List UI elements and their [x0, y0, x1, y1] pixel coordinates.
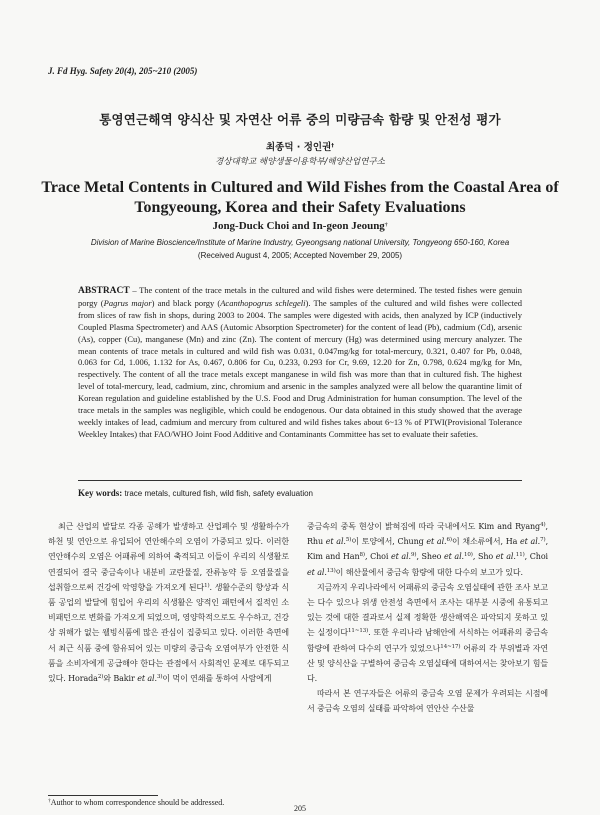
author-dagger: † — [384, 222, 388, 228]
species-name: Pagrus major — [103, 297, 152, 308]
body-paragraph: 따라서 본 연구자들은 어류의 중금속 오염 문제가 우려되는 시점에서 중금속 오염의 실태를 파악하여 연안산 수산물 — [307, 689, 548, 714]
keywords-label: Key words: — [78, 488, 123, 498]
citation-ref: 6) — [446, 537, 452, 544]
citation-ref: 11) — [515, 552, 525, 559]
citation-ref: 1) — [204, 582, 210, 589]
footnote-dagger: † — [48, 798, 51, 804]
abstract-text: ). The samples of the cultured and wild fishes were collected from slices of raw fish in shops, during 2003 to 2004. The samples were digested with acids, then analyzed by ICP (inductively Coupled Plasma Spectrometer) and AAS (Automic Absorption Spectrometer) for the content of lead (Pb), cadmium (Cd), arsenic (As), copper (Cu), manganese (Mn) and zinc (Zn). The content of mercury (Hg) was determined using mercury analyzer. The mean contents of trace metals in cultured and wild fish was 0.031, 0.047mg/kg for total-mercury, 0.321, 0.407 for Pb, 0.048, 0.063 for Cd, 1.006, 1.132 for As, 0.467, 0.806 for Cu, 0.233, 0.293 for Cr, 9.69, 12.20 for Zn, 0.798, 0.624 mg/kg for Mn, respectively. The content of all the trace metals except manganese in wild fish was more than that in cultured fish. The highest level of total-mercury, lead, cadmium, zinc, chromium and arsenic in the samples analyzed were all below the quarantine limit of Korean regulation and guideline established by the U.S. Food and Drug Administration for human consumption. The level of the trace metals in the samples was negligible, which could be endogenous. Our data obtained in this study showed that the average weekly intakes of lead, cadmium and mercury from cultured and wild fishes takes about 6~13 % of PTWI(Provisional Tolerance Weekley Intakes) that FAO/WHO Joint Food Additive and Contaminants Committee has set to evaluate their safeties. — [78, 297, 523, 439]
body-paragraph: 최근 산업의 발달로 각종 공해가 발생하고 산업폐수 및 생활하수가 하천 및 연안으로 유입되어 연안해수의 오염이 가중되고 있다. 이러한 연안해수의 오염은 어패류에 의하여 축적되고 이들이 우리의 식생활로 연결되어 결국 중금속이나 내분비 교란물질, 잔류농약 등 오염물질을 섭취함으로써 건강에 악영향을 가져오게 된다$^{1)}$. 생활수준의 향상과 식품 공업의 발달에 힘입어 우리의 식생활은 양적인 패턴에서 질적인 소비패턴으로 변화를 가져오게 되었으며, 영양학적으로도 우수하고, 건강상 위해가 없는 웰빙식품에 많은 관심이 집중되고 있다. 이러한 측면에서 최근 식품 중에 함유되어 있는 미량의 중금속 오염여부가 안전한 식품을 소비자에게 공급해야 한다는 관점에서 사회적인 문제로 대두되고 있다. Horada$^{2)}$와 Bakir et al.$^{3)}$이 먹이 연쇄를 통하여 사람에게 — [48, 522, 289, 684]
abstract-heading: ABSTRACT — [78, 286, 130, 296]
abstract-text: – The content of the trace metals in the cultured and wild fishes were determined. The tested fishes were genuin porgy ( — [78, 285, 522, 308]
species-name: Acanthopogrus schlegeli — [220, 297, 306, 308]
page-number: 205 — [294, 804, 306, 813]
body-column-left — [48, 519, 289, 686]
citation-ref: 8) — [359, 552, 365, 559]
citation-ref: 7) — [540, 537, 546, 544]
korean-authors — [0, 139, 600, 153]
citation-ref: 13) — [326, 567, 336, 574]
korean-author-names: 최종덕 · 정인권 — [265, 142, 332, 153]
citation-ref: 14~17) — [440, 643, 461, 650]
received-accepted-dates: (Received August 4, 2005; Accepted November 29, 2005) — [197, 251, 403, 260]
english-title: Trace Metal Contents in Cultured and Wild Fishes from the Coastal Area of Tongyeoung, Korea and their Safety Evaluations — [41, 179, 559, 216]
english-author-names: Jong-Duck Choi and In-geon Jeoung — [212, 220, 385, 232]
body-paragraph: 중금속의 중독 현상이 밝혀짐에 따라 국내에서도 Kim and Ryang$^{4)}$, Rhu et al.$^{5)}$이 토양에서, Chung et al.$^{6)}$이 채소류에서, Ha et al.$^{7)}$, Kim and Han$^{8)}$, Choi et al.$^{9)}$, Sheo et al.$^{10)}$, Sho et al.$^{11)}$, Choi et al.$^{13)}$이 해산물에서 중금속 함량에 대한 다수의 보고가 있다. — [307, 522, 549, 577]
journal-citation: J. Fd Hyg. Safety 20(4), 205~210 (2005) — [48, 66, 198, 76]
abstract — [78, 285, 522, 441]
korean-title: 통영연근해역 양식산 및 자연산 어류 중의 미량금속 함량 및 안전성 평가 — [99, 112, 501, 127]
keywords-text: trace metals, cultured fish, wild fish, safety evaluation — [122, 489, 314, 498]
citation-ref: 4) — [540, 522, 546, 528]
citation-ref: 2) — [97, 674, 104, 681]
citation-ref: 3) — [156, 674, 163, 681]
body-column-right — [307, 519, 548, 717]
footnote-text: Author to whom correspondence should be addressed. — [50, 798, 225, 807]
citation-ref: 9) — [410, 552, 417, 559]
citation-ref: 11~13) — [348, 628, 369, 635]
english-affiliation: Division of Marine Bioscience/Institute of Marine Industry, Gyeongsang national University, Tongyeong 650-160, Korea — [90, 238, 510, 247]
abstract-text: ) and black porgy ( — [151, 297, 221, 308]
footnote-divider — [48, 795, 158, 796]
body-paragraph: 지금까지 우리나라에서 어패류의 중금속 오염실태에 관한 조사 보고는 다수 있으나 위생 안전성 측면에서 조사는 대부분 시중에 유통되고 있는 것에 대한 결과로서 실제 정확한 생산해역은 파악되지 못하고 있는 실정이다$^{11\sim 13)}$. 또한 우리나라 남해안에 서식하는 어패류의 중금속 함량에 관하여 다수의 연구가 있었으나$^{14\sim 17)}$ 어류의 각 부위별과 자연산 및 양식산을 구별하여 중금속 오염실태에 대하여서는 찾아보기 힘들다. — [307, 582, 548, 684]
author-dagger: † — [331, 143, 335, 149]
korean-affiliation: 경상대학교 해양생물이용학부/해양산업연구소 — [215, 157, 385, 167]
keywords — [78, 488, 313, 498]
english-authors — [0, 220, 600, 232]
abstract-divider — [78, 480, 522, 481]
citation-ref: 10) — [464, 552, 473, 559]
citation-ref: 5) — [345, 537, 352, 544]
